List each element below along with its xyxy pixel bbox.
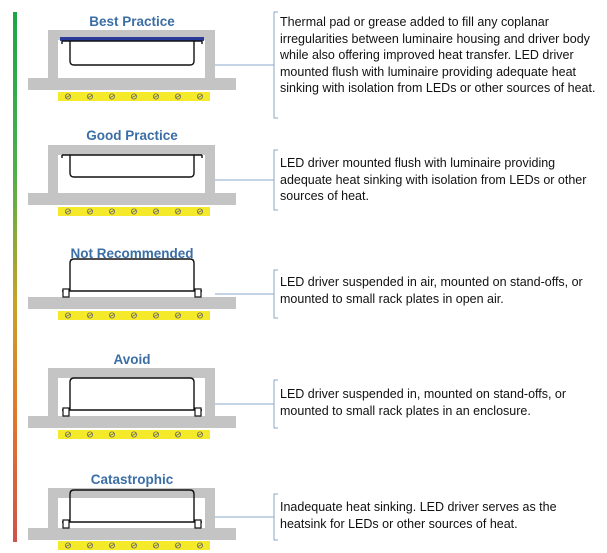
level-title-not-recommended: Not Recommended xyxy=(70,246,194,261)
description-bracket-best xyxy=(274,12,278,118)
level-description-good-practice: LED driver mounted flush with luminaire providing adequate heat sinking with isolation from LEDs or other sources of heat. xyxy=(280,156,587,203)
base-plate-good xyxy=(28,193,236,205)
description-bracket-avoid xyxy=(274,380,278,428)
level-description-catastrophic: Inadequate heat sinking. LED driver serves as the heatsink for LEDs or other sources of heat. xyxy=(280,500,557,531)
standoff-cat xyxy=(63,520,69,528)
standoff-notrec xyxy=(195,289,201,297)
base-plate-avoid xyxy=(28,416,236,428)
description-bracket-notrec xyxy=(274,270,278,318)
level-title-good-practice: Good Practice xyxy=(86,128,178,143)
standoff-notrec xyxy=(63,289,69,297)
level-title-catastrophic: Catastrophic xyxy=(90,472,174,487)
led-driver-good xyxy=(62,155,202,177)
description-bracket-good xyxy=(274,150,278,210)
standoff-avoid xyxy=(63,408,69,416)
base-plate-best xyxy=(28,78,236,90)
standoff-cat xyxy=(195,520,201,528)
base-plate-notrec xyxy=(28,297,236,309)
level-description-not-recommended: LED driver suspended in air, mounted on stand-offs, or mounted to small rack plates in open air. xyxy=(280,275,583,306)
level-description-best-practice: Thermal pad or grease added to fill any coplanar irregularities between luminaire housing and driver body while also offering improved heat transfer. LED driver mounted flush with luminaire providing adequate heat sinking with isolation from LEDs or other sources of heat. xyxy=(280,15,596,95)
base-plate-cat xyxy=(28,528,236,540)
led-driver-notrec xyxy=(70,259,194,291)
level-description-avoid: LED driver suspended in, mounted on stand-offs, or mounted to small rack plates in an enclosure. xyxy=(280,387,567,418)
standoff-avoid xyxy=(195,408,201,416)
description-bracket-cat xyxy=(274,494,278,540)
level-title-best-practice: Best Practice xyxy=(89,14,175,29)
led-driver-best xyxy=(62,41,202,65)
housing-avoid xyxy=(48,368,215,416)
led-driver-avoid xyxy=(70,378,194,410)
housing-good xyxy=(48,145,215,193)
level-title-avoid: Avoid xyxy=(113,352,151,367)
